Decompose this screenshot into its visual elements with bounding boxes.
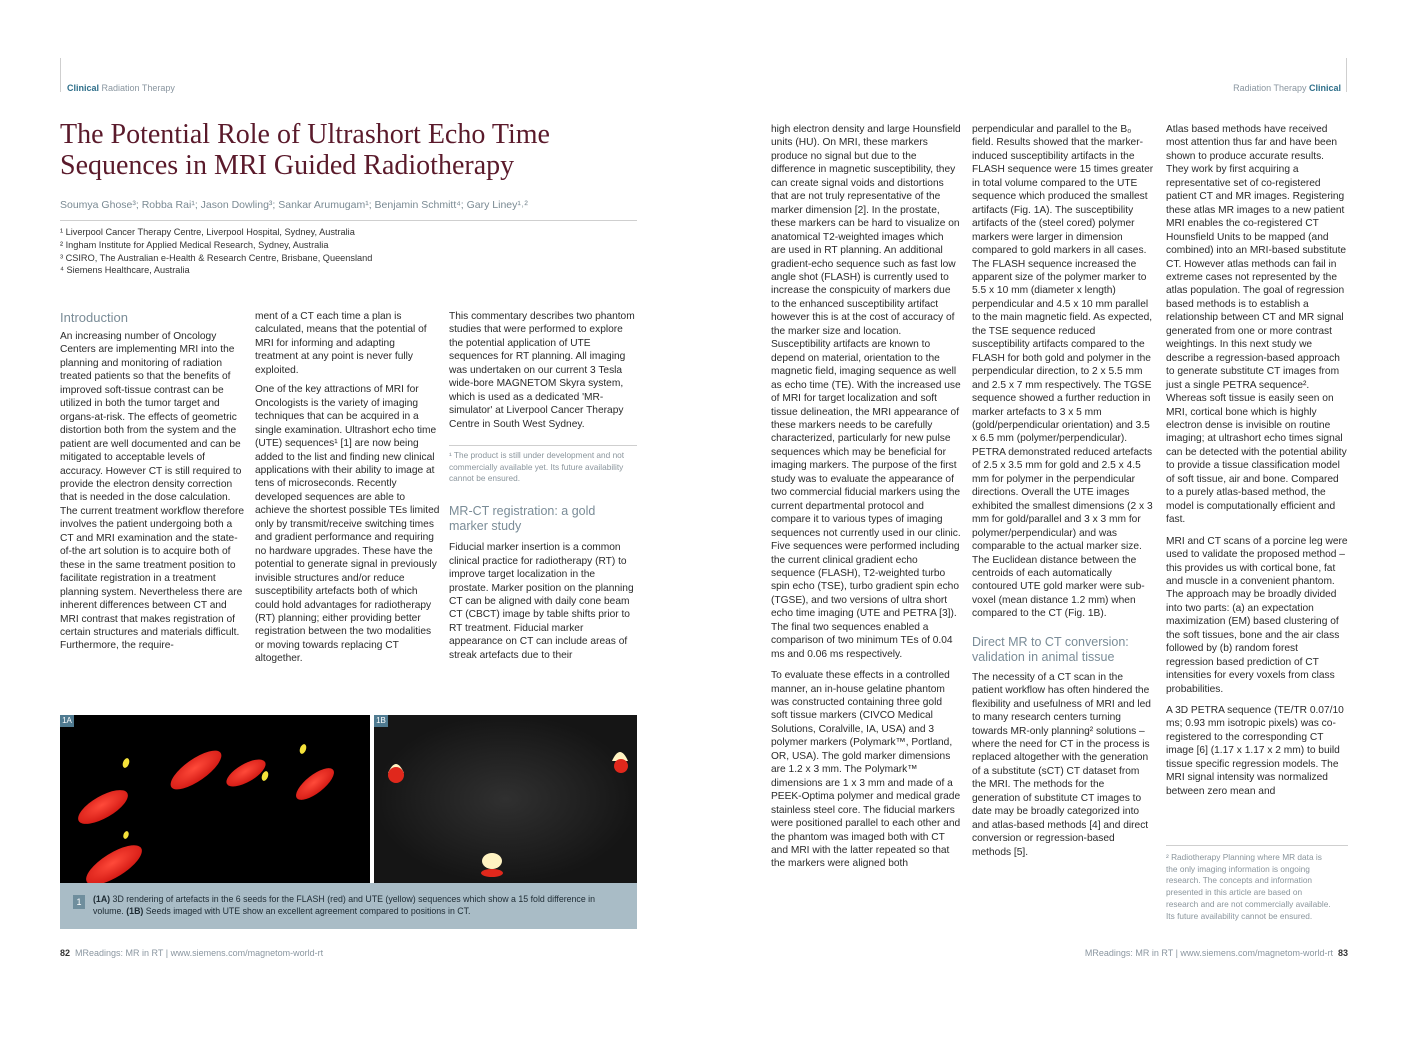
figure-1a-image <box>60 715 370 883</box>
left-column-2 <box>255 310 440 672</box>
mr-to-ct-heading: Direct MR to CT conversion: validation in animal tissue <box>972 634 1129 664</box>
left-footer-text: MReadings: MR in RT | www.siemens.com/magnetom-world-rt <box>75 948 324 958</box>
left-header <box>67 83 175 93</box>
authors: Soumya Ghose³; Robba Rai¹; Jason Dowling³; Sankar Arumugam¹; Benjamin Schmitt⁴; Gary Liney¹˒² <box>60 199 528 211</box>
caption-1a: 3D rendering of artefacts in the 6 seeds for the FLASH (red) and UTE (yellow) sequences which show a 15 fold difference in volume. <box>93 894 596 916</box>
figure-1b <box>374 715 637 883</box>
header-rule <box>60 58 61 92</box>
figure-1b-image <box>374 715 637 883</box>
right-column-2 <box>972 123 1154 859</box>
footnote-2: ² Radiotherapy Planning where MR data is the only imaging information is ongoing research. The concepts and information presented in this article are based on research and are not commercially available. Its future availability cannot be ensured. <box>1166 852 1331 921</box>
right-footer <box>1085 948 1348 958</box>
col2-paragraph-2: One of the key attractions of MRI for Oncologists is the variety of imaging techniques that can be acquired in a single examination. Ultrashort echo time (UTE) sequences¹ [1] are now being added to the list and finding new clinical applications with their ability to image at tens of microseconds. Recently developed sequences are able to achieve the shortest possible TEs limited only by transmit/receive switching times and gradient performance and requiring no hardware upgrades. These have the potential to generate signal in previously invisible structures and/or reduce susceptibility artefacts both of which could hold advantages for radiotherapy (RT) planning; either providing better registration between the two modalities or moving towards replacing CT altogether. <box>255 384 440 665</box>
flash-artefact-blob <box>81 838 148 883</box>
caption-ref-1b: (1B) <box>126 906 144 916</box>
right-header <box>1233 83 1341 93</box>
left-column-3 <box>449 310 637 662</box>
right-header-section: Clinical <box>1308 83 1341 93</box>
rcol2-paragraph-1: perpendicular and parallel to the B₀ field. Results showed that the marker-induced susceptibility artifacts in the FLASH sequence were 15 times greater in total volume compared to the UTE sequence which produced the smallest artifacts (Fig. 1A). The susceptibility artifacts of the (steel cored) polymer markers were larger in dimension compared to gold markers in all cases. The FLASH sequence increased the apparent size of the polymer marker to 5.5 x 10 mm (diameter x length) perpendicular and 4.5 x 10 mm parallel to the main magnetic field. As expected, the TSE sequence reduced susceptibility artifacts compared to the FLASH for both gold and polymer in the perpendicular direction, to 2 x 5.5 mm and 2.5 x 7 mm respectively. The TGSE sequence showed a further reduction in marker artefacts to 3 x 5 mm (gold/perpendicular orientation) and 3.5 x 6.5 mm (polymer/perpendicular). PETRA demonstrated reduced artefacts of 2.5 x 3.5 mm for gold and 2.5 x 4.5 mm for polymer in the perpendicular directions. Overall the UTE images exhibited the smallest dimensions (2 x 3 mm for gold/parallel and 3 x 3 mm for polymer/perpendicular) and was comparable to the actual marker size. The Euclidean distance between the centroids of each automatically contoured UTE gold marker were sub-voxel (mean distance 1.2 mm) when compared to the CT (Fig. 1B). <box>972 124 1154 620</box>
rcol2-paragraph-2: The necessity of a CT scan in the patient workflow has often hindered the flexibility and usefulness of MRI and led to many research centers turning towards MR-only planning² solutions – where the need for CT in the process is replaced altogether with the generation of a substitute (sCT) CT dataset from the MRI. The methods for the generation of substitute CT images to date may be broadly categorized into and atlas-based methods [4] and direct conversion or regression-based methods [5]. <box>972 671 1151 858</box>
ute-seed-marker <box>482 853 502 869</box>
right-footer-text: MReadings: MR in RT | www.siemens.com/magnetom-world-rt <box>1084 948 1333 958</box>
rcol1-paragraph-1: high electron density and large Hounsfield units (HU). On MRI, these markers produce no signal but due to the difference in magnetic susceptibility, they can create signal voids and distortions that are not truly representative of the marker dimension [2]. In the prostate, these markers can be hard to visualize on anatomical T2-weighted images which are used in RT planning. An additional gradient-echo sequence such as fast low angle shot (FLASH) is currently used to increase the conspicuity of markers due to the enhanced susceptibility artifact however this is at the cost of accuracy of the marker size and location. Susceptibility artifacts are known to depend on material, orientation to the magnetic field, imaging sequence as well as echo time (TE). With the increased use of MRI for target localization and soft tissue delineation, the MRI appearance of these markers needs to be carefully characterized, particularly for new pulse sequences which may be beneficial for imaging markers. The purpose of the first study was to evaluate the appearance of two commercial fiducial markers using the current departmental protocol and compare it to various types of imaging sequences not currently used in our clinic. Five sequences were performed including the current clinical gradient echo sequence (FLASH), T2-weighted turbo spin echo (TSE), turbo gradient spin echo (TGSE), and two versions of ultra short echo time imaging (UTE and PETRA [3]). The final two sequences enabled a comparison of two minimum TEs of 0.04 ms and 0.06 ms respectively. <box>771 124 961 660</box>
affiliation-3: ³ CSIRO, The Australian e-Health & Research Centre, Brisbane, Queensland <box>60 252 373 263</box>
introduction-text: An increasing number of Oncology Centers are implementing MRI into the planning and monitoring of radiation treated patients so that the benefits of improved soft-tissue contrast can be utilized in both the tumor target and organs-at-risk. The effects of geometric distortion both from the system and the patient are well documented and can be mitigated to acceptable levels of accuracy. However CT is still required to provide the electron density correction that is needed in the dose calculation. The current treatment workflow therefore involves the patient undergoing both a CT and MRI examination and the state-of-the art solution is to acquire both of these in the same treatment position to facilitate registration in a treatment planning system. Nevertheless there are inherent differences between CT and MRI contrast that makes registration of certain structures and materials difficult. Furthermore, the require- <box>60 331 245 652</box>
figure-caption <box>60 883 637 929</box>
header-topic: Radiation Therapy <box>101 83 175 93</box>
right-footnote-rule <box>1166 845 1348 846</box>
figure-label-1b: 1B <box>374 715 388 727</box>
ute-artefact-seed <box>260 770 269 781</box>
rcol1-paragraph-2: To evaluate these effects in a controlled manner, an in-house gelatine phantom was constructed containing three gold soft tissue markers (CIVCO Medical Solutions, Coralville, IA, USA) and 3 polymer markers (Polymark™, Portland, OR, USA). The gold marker dimensions are 1.2 x 3 mm. The Polymark™ dimensions are 1 x 3 mm and made of a PEEK-Optima polymer and medical grade stainless steel core. The fiducial markers were positioned parallel to each other and the phantom was imaged both with CT and MRI with the latter repeated so that the markers were aligned both <box>771 670 961 870</box>
ute-artefact-seed <box>122 830 129 839</box>
caption-ref-1a: (1A) <box>93 894 111 904</box>
right-header-topic: Radiation Therapy <box>1233 83 1307 93</box>
flash-artefact-blob <box>165 744 227 796</box>
mr-ct-heading: MR-CT registration: a gold marker study <box>449 504 596 534</box>
col3-paragraph-1: This commentary describes two phantom studies that were performed to explore the potential application of UTE sequences for RT planning. All imaging was undertaken on our current 3 Tesla wide-bore MAGNETOM Skyra system, which is used as a dedicated 'MR-simulator' at Liverpool Cancer Therapy Centre in South West Sydney. <box>449 311 635 430</box>
ute-artefact-seed <box>298 743 307 754</box>
right-page-number: 83 <box>1337 948 1348 958</box>
left-column-1 <box>60 310 245 653</box>
header-section: Clinical <box>67 83 100 93</box>
footnote-1: ¹ The product is still under development and not commercially available yet. Its future availability cannot be ensured. <box>449 450 625 484</box>
ct-seed-position <box>614 759 628 773</box>
footnote-rule <box>449 445 637 446</box>
caption-text <box>93 893 628 917</box>
left-footer <box>60 948 323 958</box>
page-title <box>60 119 660 181</box>
affiliations <box>60 226 640 277</box>
left-page-number: 82 <box>60 948 71 958</box>
affiliation-4: ⁴ Siemens Healthcare, Australia <box>60 265 190 276</box>
flash-artefact-blob <box>73 783 132 830</box>
caption-1b: Seeds imaged with UTE show an excellent agreement compared to positions in CT. <box>143 906 471 916</box>
flash-artefact-blob <box>222 754 269 792</box>
right-header-rule <box>1346 58 1347 92</box>
title-line-1: The Potential Role of Ultrashort Echo Time <box>60 119 550 150</box>
affiliation-1: ¹ Liverpool Cancer Therapy Centre, Liverpool Hospital, Sydney, Australia <box>60 227 355 237</box>
figure-label-1a: 1A <box>60 715 74 727</box>
caption-number: 1 <box>73 895 85 909</box>
col3-paragraph-2: Fiducial marker insertion is a common clinical practice for radiotherapy (RT) to improve target localization in the prostate. Marker position on the planning CT can be aligned with daily cone beam CT (CBCT) image by table shifts prior to RT treatment. Fiducial marker appearance on CT can include areas of streak artefacts due to their <box>449 542 634 661</box>
figure-1a <box>60 715 370 883</box>
ct-seed-position <box>481 869 503 877</box>
ct-seed-position <box>388 767 404 783</box>
col2-paragraph-1: ment of a CT each time a plan is calculated, means that the potential of MRI for informing and adapting treatment at any point is never fully exploited. <box>255 311 427 376</box>
authors-divider <box>60 220 637 221</box>
flash-artefact-blob <box>291 763 338 806</box>
affiliation-2: ² Ingham Institute for Applied Medical Research, Sydney, Australia <box>60 239 329 250</box>
right-column-1 <box>771 123 961 877</box>
rcol3-paragraph-1: Atlas based methods have received most attention thus far and have been shown to produce accurate results. They work by first acquiring a representative set of co-registered patient CT and MR images. Registering these atlas MR images to a new patient MRI enables the co-registered CT Hounsfield Units to be mapped (and combined) into an MRI-based substitute CT. However atlas methods can fail in extreme cases not represented by the atlas population. The goal of regression based methods is to establish a relationship between CT and MR signal generated from one or more contrast weightings. In this next study we describe a regression-based approach to generate substitute CT images from just a single PETRA sequence². Whereas soft tissue is easily seen on MRI, cortical bone which is highly electron dense is invisible on routine imaging; at ultrashort echo times signal can be detected with the potential ability to provide a tissue classification model of soft tissue, air and bone. Compared to a purely atlas-based method, the model is computationally efficient and fast. <box>1166 124 1347 526</box>
ute-artefact-seed <box>121 757 130 768</box>
rcol3-paragraph-2: MRI and CT scans of a porcine leg were used to validate the proposed method – this provides us with cortical bone, fat and muscle in a convenient phantom. The approach may be broadly divided into two parts: (a) an expectation maximization (EM) based clustering of the soft tissues, bone and the air class followed by (b) random forest regression based prediction of CT intensities for every voxels from class probabilities. <box>1166 535 1348 695</box>
rcol3-paragraph-3: A 3D PETRA sequence (TE/TR 0.07/10 ms; 0.93 mm isotropic pixels) was co-registered to the corresponding CT image [6] (1.17 x 1.17 x 2 mm) to build tissue specific regression models. The MRI signal intensity was normalized between zero mean and <box>1166 705 1344 797</box>
title-line-2: Sequences in MRI Guided Radiotherapy <box>60 150 515 181</box>
right-column-3 <box>1166 123 1348 798</box>
introduction-heading: Introduction <box>60 310 128 325</box>
